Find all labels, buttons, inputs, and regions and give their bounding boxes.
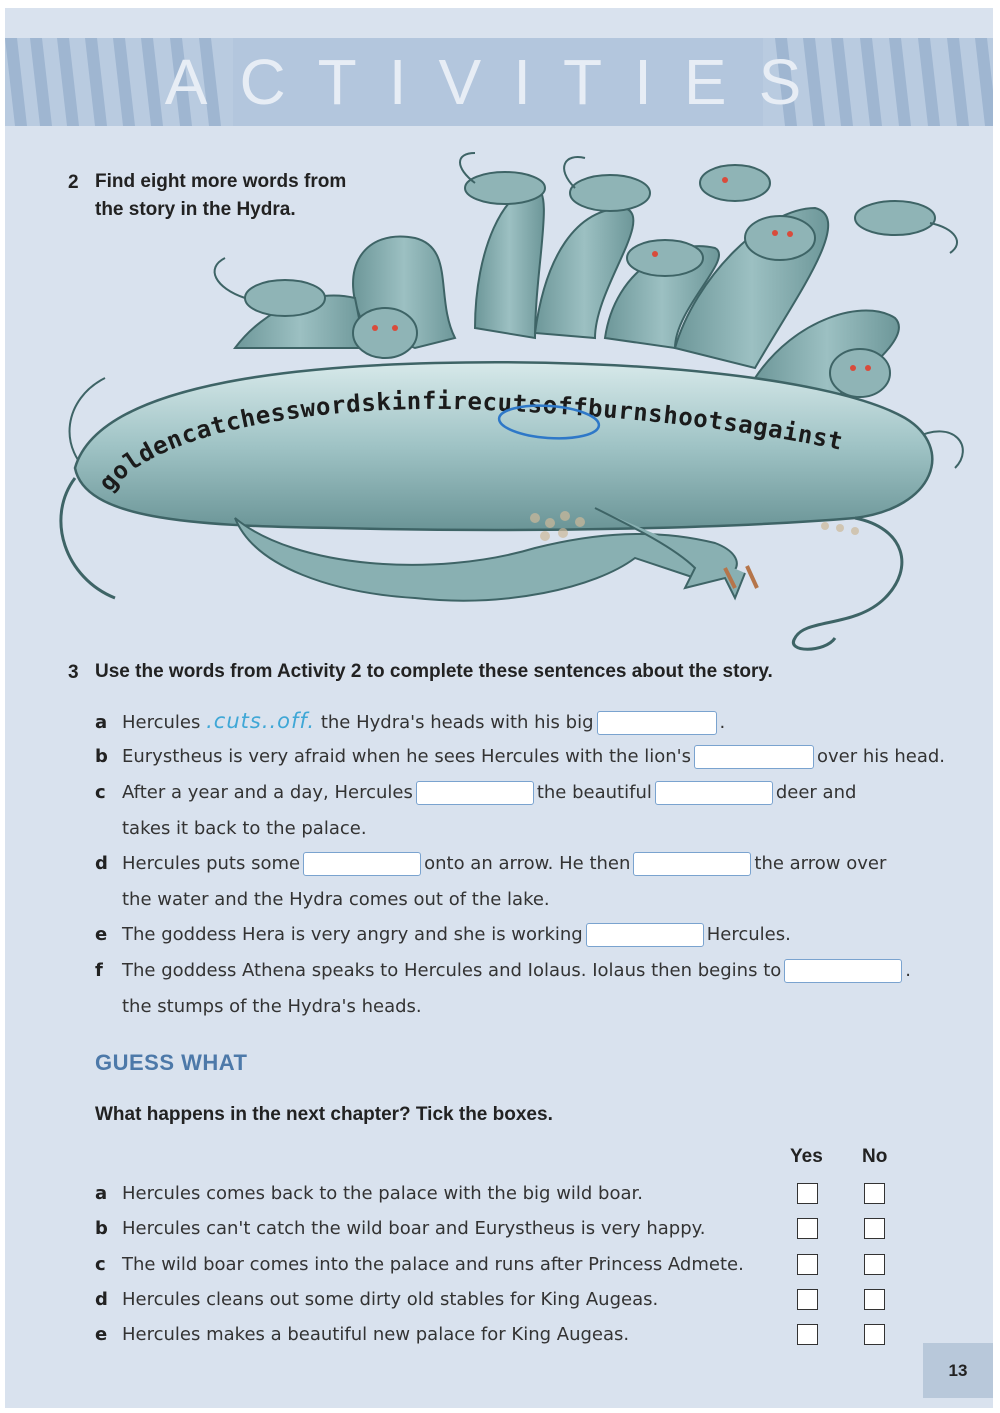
sentence-b: b Eurystheus is very afraid when he sees Hercules with the lion's over his head.: [95, 746, 946, 767]
hydra-word-strip: goldencatchesswordskinfirecutsoffburnshootsagainst: [92, 386, 846, 497]
page-number: 13: [923, 1343, 993, 1398]
guess-what-title: GUESS WHAT: [95, 1050, 248, 1075]
tick-box-e-no[interactable]: [864, 1324, 885, 1345]
tick-box-d-no[interactable]: [864, 1289, 885, 1310]
sentence-e: e The goddess Hera is very angry and she is working Hercules.: [95, 924, 791, 945]
workbook-page: [5, 8, 993, 1408]
guess-what-question: What happens in the next chapter? Tick the boxes.: [95, 1104, 553, 1125]
activity-3-number: 3: [68, 662, 79, 683]
sentence-d: d Hercules puts some onto an arrow. He then the arrow over: [95, 853, 887, 874]
answer-box[interactable]: [597, 711, 717, 735]
activity-3-instruction: Use the words from Activity 2 to complete these sentences about the story.: [95, 661, 773, 682]
handwritten-answer: .cuts..off.: [206, 709, 316, 733]
answer-box[interactable]: [694, 745, 814, 769]
tick-box-e-yes[interactable]: [797, 1324, 818, 1345]
sentence-f-line2: the stumps of the Hydra's heads.: [122, 996, 422, 1017]
guess-item-c: c The wild boar comes into the palace and runs after Princess Admete.: [95, 1254, 744, 1275]
tick-box-a-yes[interactable]: [797, 1183, 818, 1204]
tick-box-b-yes[interactable]: [797, 1218, 818, 1239]
sentence-d-line2: the water and the Hydra comes out of the lake.: [122, 889, 550, 910]
answer-box[interactable]: [586, 923, 704, 947]
sentence-f: f The goddess Athena speaks to Hercules and Iolaus. Iolaus then begins to .: [95, 960, 911, 981]
answer-box[interactable]: [416, 781, 534, 805]
column-no: No: [862, 1146, 888, 1167]
tick-box-c-no[interactable]: [864, 1254, 885, 1275]
guess-item-d: d Hercules cleans out some dirty old stables for King Augeas.: [95, 1289, 659, 1310]
hydra-illustration: [35, 148, 985, 658]
activity-2-instruction-line2: the story in the Hydra.: [95, 199, 296, 220]
activity-2-number: 2: [68, 172, 79, 193]
guess-item-a: a Hercules comes back to the palace with the big wild boar.: [95, 1183, 643, 1204]
answer-box[interactable]: [633, 852, 751, 876]
answer-box[interactable]: [784, 959, 902, 983]
sentence-c-line2: takes it back to the palace.: [122, 818, 367, 839]
column-yes: Yes: [790, 1146, 823, 1167]
answer-box[interactable]: [655, 781, 773, 805]
guess-item-b: b Hercules can't catch the wild boar and Eurystheus is very happy.: [95, 1218, 706, 1239]
tick-box-b-no[interactable]: [864, 1218, 885, 1239]
sentence-c: c After a year and a day, Hercules the beautiful deer and: [95, 782, 857, 803]
tick-box-c-yes[interactable]: [797, 1254, 818, 1275]
guess-item-e: e Hercules makes a beautiful new palace for King Augeas.: [95, 1324, 630, 1345]
tick-box-a-no[interactable]: [864, 1183, 885, 1204]
sentence-a: a Hercules .cuts..off. the Hydra's heads with his big .: [95, 709, 726, 733]
activity-2-instruction-line1: Find eight more words from: [95, 171, 347, 192]
banner-title: ACTIVITIES: [164, 46, 834, 118]
answer-box[interactable]: [303, 852, 421, 876]
tick-box-d-yes[interactable]: [797, 1289, 818, 1310]
sentence-letter: a: [95, 712, 108, 733]
